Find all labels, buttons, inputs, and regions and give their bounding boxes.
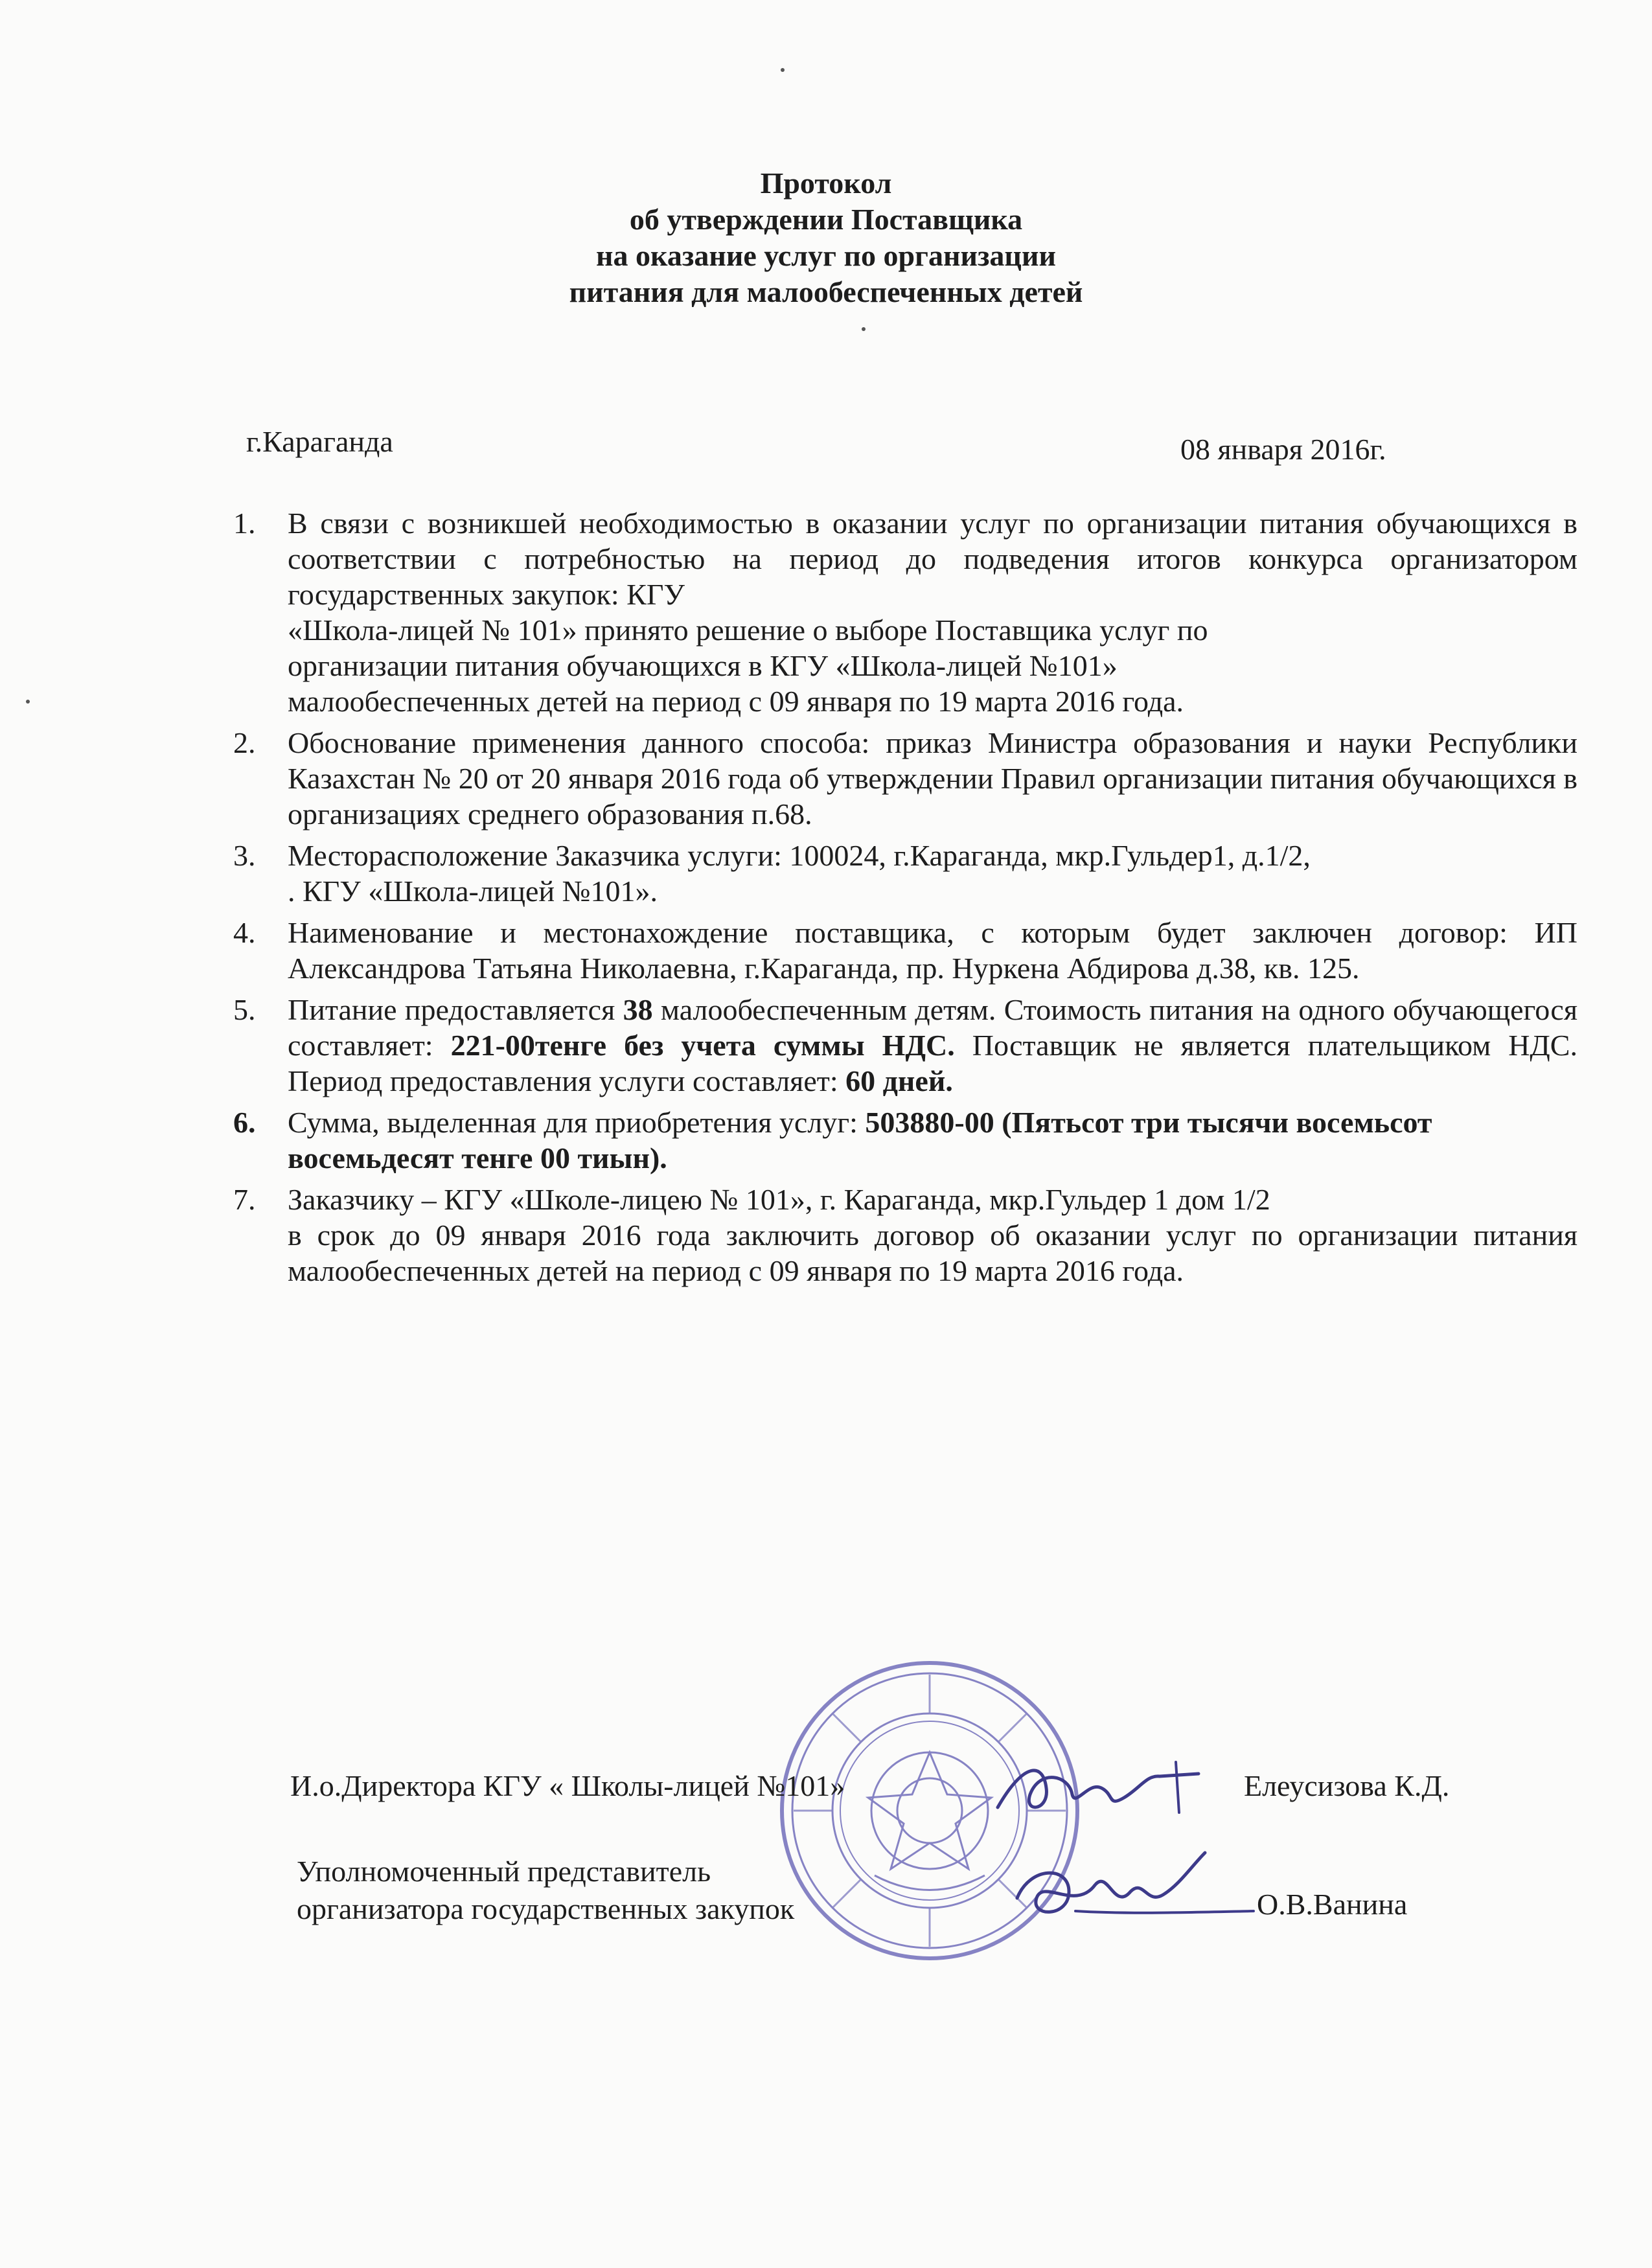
representative-title-line: организатора государственных закупок	[297, 1892, 795, 1925]
item-number: 2.	[233, 726, 256, 759]
title-line: Протокол	[760, 166, 892, 200]
item-text: в срок до 09 января 2016 года заключить договор об оказании услуг по организации питания малообеспеченных детей на период с 09 января по 19 марта 2016 года.	[288, 1219, 1577, 1287]
bold-run: 221-00тенге без учета суммы НДС.	[450, 1029, 955, 1062]
title-line: об утверждении Поставщика	[629, 203, 1023, 236]
title-line: питания для малообеспеченных детей	[569, 275, 1083, 308]
representative-title-line: Уполномоченный представитель	[297, 1855, 711, 1888]
text-run: малообеспеченным детям. Стоимость питания на одного обучающегося составляет:	[288, 993, 1577, 1062]
list-item	[233, 992, 1577, 1099]
representative-name: О.В.Ванина	[1257, 1888, 1408, 1921]
list-item	[233, 505, 1577, 719]
item-line: малообеспеченных детей на период с 09 января по 19 марта 2016 года.	[288, 685, 1184, 718]
official-stamp	[777, 1658, 1082, 1963]
item-line: организации питания обучающихся в КГУ «Школа-лицей №101»	[288, 649, 1118, 682]
representative-signature	[998, 1840, 1257, 1943]
representative-title	[297, 1853, 794, 1928]
item-number: 3.	[233, 839, 256, 872]
scan-speck	[26, 700, 30, 704]
text-run: Поставщик не является плательщиком НДС. Период предоставления услуги составляет:	[288, 1029, 1577, 1097]
list-item	[233, 1182, 1577, 1289]
document-title	[0, 165, 1652, 310]
text-run: Питание предоставляется	[288, 993, 623, 1026]
item-body	[288, 1182, 1577, 1289]
item-body	[288, 505, 1577, 719]
item-number: 1.	[233, 507, 256, 540]
item-text	[288, 992, 1577, 1099]
item-list	[233, 505, 1577, 1294]
list-item	[233, 725, 1577, 832]
item-text: Месторасположение Заказчика услуги: 100024, г.Караганда, мкр.Гульдер1, д.1/2,	[288, 839, 1311, 872]
item-text: В связи с возникшей необходимостью в оказании услуг по организации питания обучающихся в соответствии с потребностью на период до подведения итогов конкурса организатором государственных закупок: КГУ	[288, 507, 1577, 611]
item-number: 5.	[233, 993, 256, 1026]
item-line: . КГУ «Школа-лицей №101».	[288, 875, 658, 908]
item-line: Заказчику – КГУ «Школе-лицею № 101», г. Караганда, мкр.Гульдер 1 дом 1/2	[288, 1183, 1270, 1216]
list-item	[233, 1105, 1577, 1176]
bold-run: 38	[623, 993, 653, 1026]
document-date: 08 января 2016г.	[1180, 433, 1386, 466]
scan-speck	[862, 327, 866, 331]
item-number: 4.	[233, 916, 256, 949]
item-line: «Школа-лицей № 101» принято решение о выборе Поставщика услуг по	[288, 613, 1208, 647]
list-item	[233, 838, 1577, 909]
item-text: Наименование и местонахождение поставщика, с которым будет заключен договор: ИП Александрова Татьяна Николаевна, г.Караганда, пр. Нуркена Абдирова д.38, кв. 125.	[288, 916, 1577, 985]
bold-run: 503880-00 (Пятьсот три тысячи восемьсот восемьдесят тенге 00 тиын).	[288, 1106, 1432, 1174]
director-signature	[985, 1736, 1218, 1833]
director-title: И.о.Директора КГУ « Школы-лицей №101»	[290, 1769, 845, 1802]
title-line: на оказание услуг по организации	[596, 239, 1056, 272]
scan-speck	[781, 68, 785, 72]
item-text: Обоснование применения данного способа: приказ Министра образования и науки Республики Казахстан № 20 от 20 января 2016 года об утверждении Правил организации питания обучающихся в организациях среднего образования п.68.	[288, 726, 1577, 830]
item-body	[288, 838, 1577, 909]
list-item	[233, 915, 1577, 986]
bold-run: 60 дней.	[845, 1064, 953, 1097]
city: г.Караганда	[246, 425, 393, 458]
director-name: Елеусизова К.Д.	[1244, 1769, 1450, 1802]
text-run: Сумма, выделенная для приобретения услуг:	[288, 1106, 866, 1139]
item-text	[288, 1105, 1577, 1176]
item-number: 6.	[233, 1106, 256, 1139]
item-number: 7.	[233, 1183, 256, 1216]
